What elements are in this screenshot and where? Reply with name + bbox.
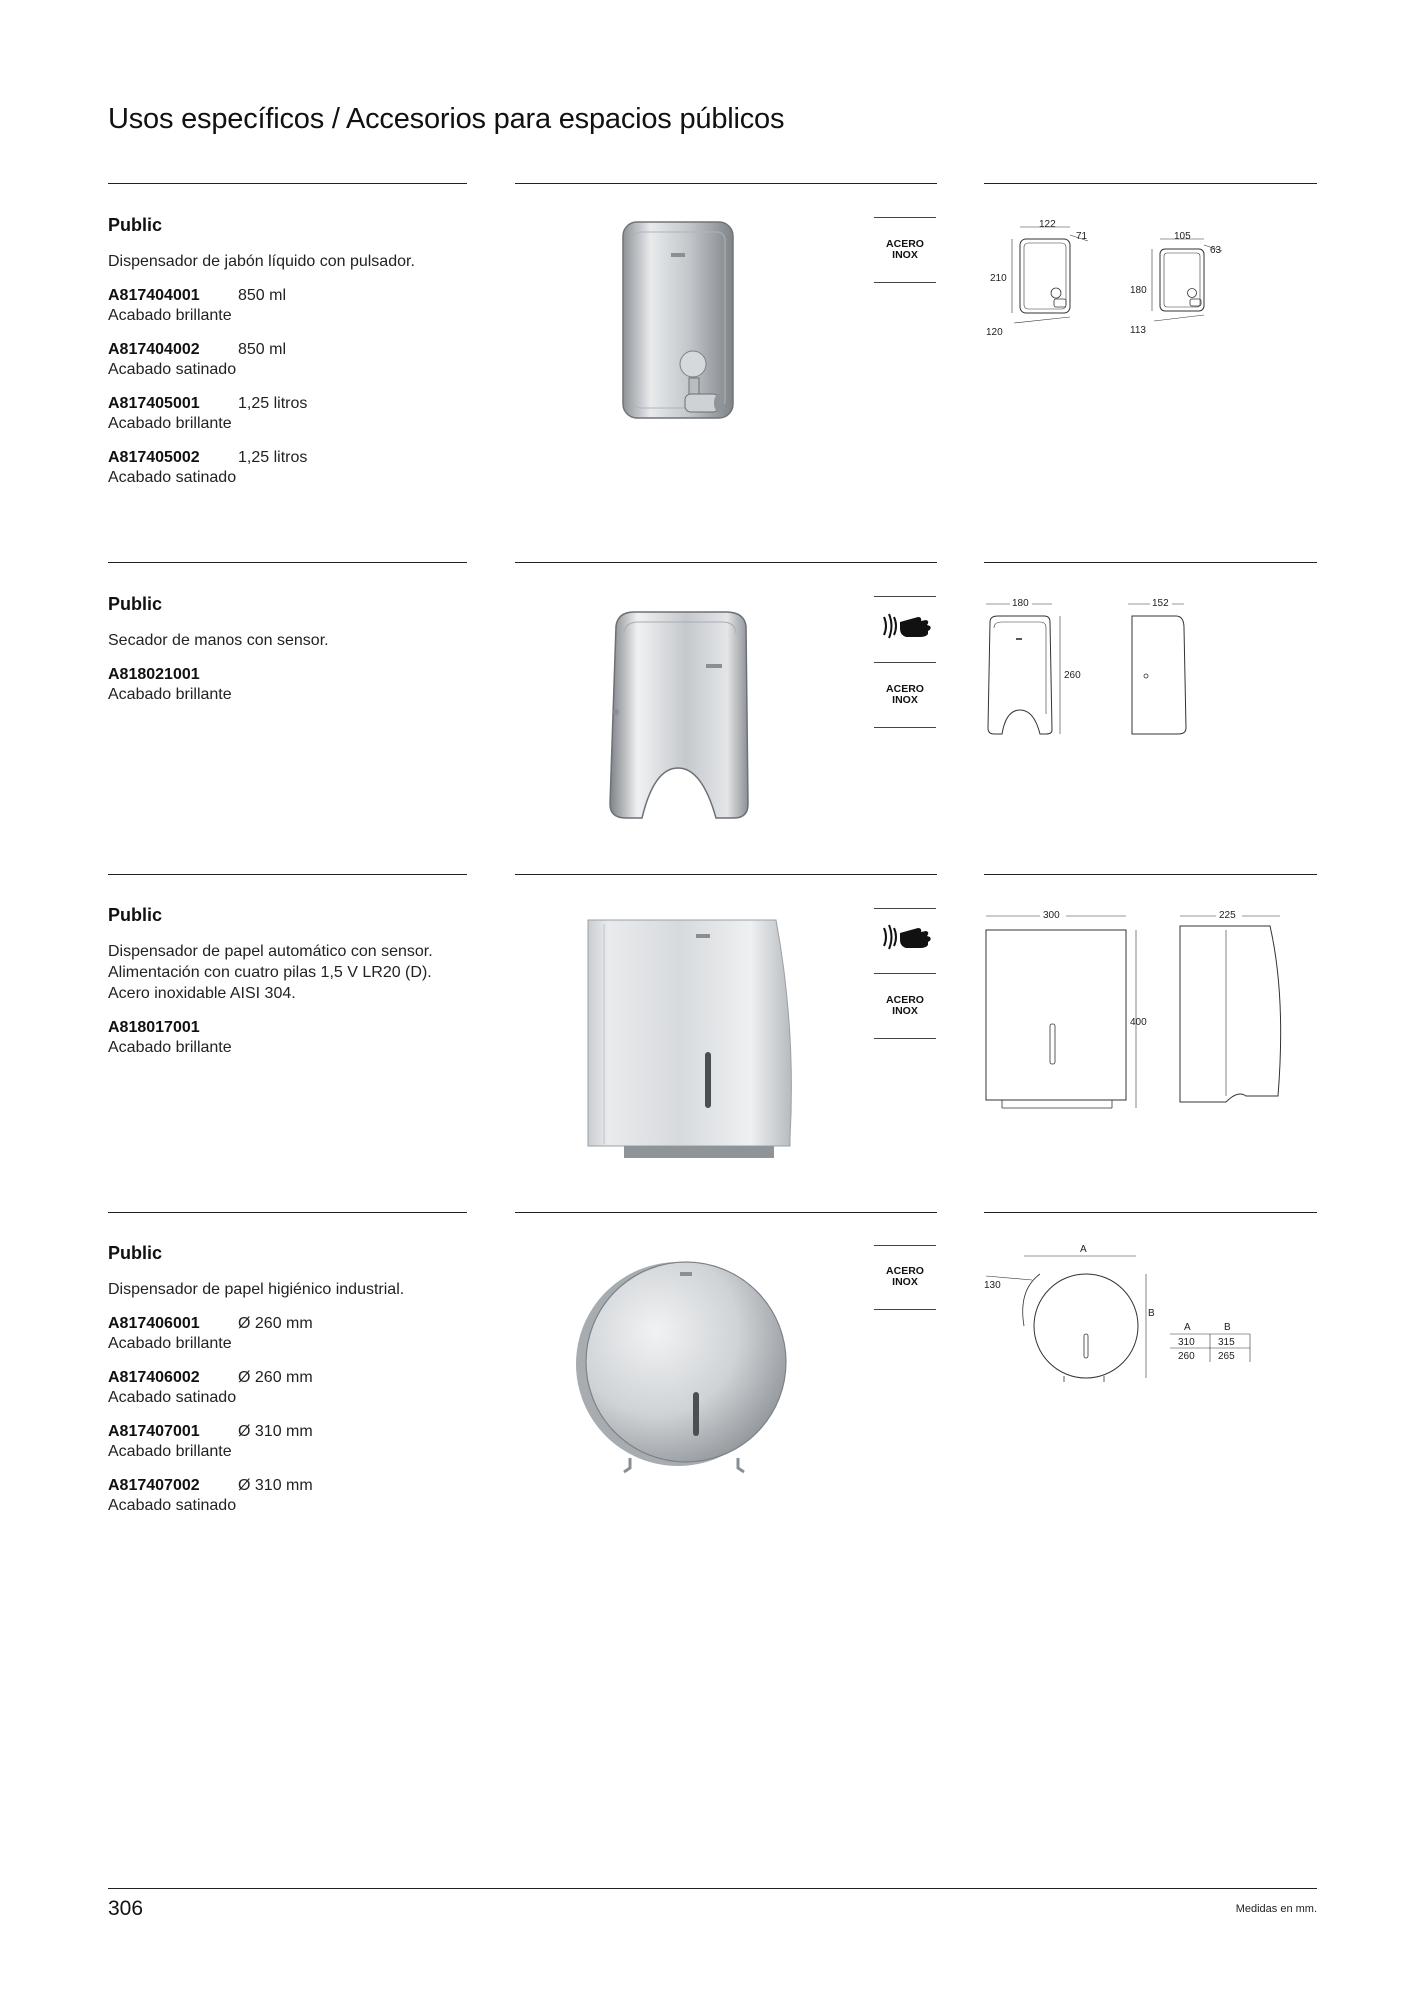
product-code: A818017001	[108, 1019, 200, 1036]
badge-rule	[874, 908, 936, 909]
variant-item	[108, 1476, 488, 1516]
table-cell: 265	[1218, 1351, 1235, 1362]
product-description: Dispensador de jabón líquido con pulsador.	[108, 253, 415, 270]
variant-item	[108, 1422, 488, 1462]
table-header: B	[1224, 1322, 1231, 1333]
table-header: A	[1184, 1322, 1191, 1333]
hand-dryer-drawing	[980, 594, 1220, 744]
dimension-label: 225	[1219, 910, 1236, 921]
table-cell: 310	[1178, 1337, 1195, 1348]
product-code: A817407002	[108, 1477, 200, 1494]
section-1-photo-rule	[515, 183, 937, 184]
section-3-drawing-rule	[984, 874, 1317, 875]
badge-rule	[874, 1245, 936, 1246]
product-size: Ø 260 mm	[238, 1369, 313, 1386]
product-size: Ø 310 mm	[238, 1477, 313, 1494]
section-1-text	[108, 215, 488, 502]
badge-line: ACERO	[886, 238, 924, 250]
variant-item	[108, 340, 488, 380]
dimension-label: 120	[986, 327, 1003, 338]
section-3-text-rule	[108, 874, 467, 875]
description-line: Dispensador de papel automático con sensor.	[108, 943, 433, 960]
acero-inox-icon	[874, 684, 936, 706]
page-title: Usos específicos / Accesorios para espacios públicos	[108, 103, 785, 135]
badge-line: INOX	[892, 249, 918, 261]
badge-line: ACERO	[886, 1265, 924, 1277]
badge-rule	[874, 282, 936, 283]
soap-dispenser-photo	[615, 218, 745, 430]
product-size: 850 ml	[238, 341, 287, 358]
brand-label: Public	[108, 1243, 163, 1263]
dimension-label: 210	[990, 273, 1007, 284]
brand-label: Public	[108, 594, 163, 614]
sensor-hand-icon	[874, 920, 936, 954]
product-finish: Acabado brillante	[108, 686, 232, 703]
paper-towel-dispenser-drawing	[980, 906, 1290, 1118]
section-1-drawing-rule	[984, 183, 1317, 184]
section-2-photo-rule	[515, 562, 937, 563]
description-line: Alimentación con cuatro pilas 1,5 V LR20 (D).	[108, 964, 432, 981]
badge-rule	[874, 727, 936, 728]
sensor-hand-icon	[874, 609, 936, 643]
badge-rule	[874, 1309, 936, 1310]
acero-inox-icon	[874, 1266, 936, 1288]
dimension-label: 180	[1012, 598, 1029, 609]
footer-rule	[108, 1888, 1317, 1889]
section-4-drawing-rule	[984, 1212, 1317, 1213]
dimension-label: 113	[1130, 325, 1146, 336]
product-description	[108, 941, 488, 1004]
table-cell: 260	[1178, 1351, 1195, 1362]
table-cell: 315	[1218, 1337, 1235, 1348]
soap-dispenser-drawing	[984, 213, 1244, 343]
section-2-text	[108, 594, 488, 719]
product-finish: Acabado brillante	[108, 1335, 232, 1352]
section-4-text-rule	[108, 1212, 467, 1213]
variant-item	[108, 665, 488, 705]
dimension-label: 180	[1130, 285, 1147, 296]
section-3-photo-rule	[515, 874, 937, 875]
variant-item	[108, 286, 488, 326]
brand-label: Public	[108, 215, 163, 235]
variant-item	[108, 1368, 488, 1408]
description-line: Acero inoxidable AISI 304.	[108, 985, 296, 1002]
product-finish: Acabado satinado	[108, 469, 237, 486]
section-2-drawing-rule	[984, 562, 1317, 563]
product-finish: Acabado brillante	[108, 1039, 232, 1056]
table-header: B	[1148, 1308, 1155, 1319]
product-finish: Acabado brillante	[108, 1443, 232, 1460]
badge-rule	[874, 973, 936, 974]
product-code: A817406001	[108, 1315, 200, 1332]
section-4-text	[108, 1243, 488, 1530]
variant-item	[108, 448, 488, 488]
badge-line: INOX	[892, 1005, 918, 1017]
product-code: A817405001	[108, 395, 200, 412]
dimension-label: 260	[1064, 670, 1081, 681]
paper-towel-dispenser-photo	[584, 918, 798, 1164]
acero-inox-icon	[874, 239, 936, 261]
product-code: A817404002	[108, 341, 200, 358]
section-2-text-rule	[108, 562, 467, 563]
toilet-paper-dispenser-drawing	[980, 1240, 1260, 1390]
hand-dryer-photo	[598, 608, 758, 824]
acero-inox-icon	[874, 995, 936, 1017]
product-finish: Acabado satinado	[108, 361, 237, 378]
product-size: 850 ml	[238, 287, 287, 304]
badge-line: ACERO	[886, 683, 924, 695]
dimension-label: 152	[1152, 598, 1169, 609]
product-code: A818021001	[108, 666, 200, 683]
dimension-label: 400	[1130, 1017, 1147, 1028]
dimension-label: 63	[1210, 245, 1222, 256]
product-code: A817407001	[108, 1423, 200, 1440]
product-code: A817405002	[108, 449, 200, 466]
product-code: A817406002	[108, 1369, 200, 1386]
dimension-label: 122	[1039, 219, 1056, 230]
brand-label: Public	[108, 905, 163, 925]
toilet-paper-dispenser-photo	[568, 1250, 798, 1484]
badge-rule	[874, 662, 936, 663]
product-description: Secador de manos con sensor.	[108, 632, 329, 649]
badge-rule	[874, 217, 936, 218]
section-4-photo-rule	[515, 1212, 937, 1213]
badge-rule	[874, 1038, 936, 1039]
product-finish: Acabado brillante	[108, 415, 232, 432]
dimension-label: 300	[1043, 910, 1060, 921]
variant-item	[108, 1314, 488, 1354]
units-footnote: Medidas en mm.	[1235, 1903, 1317, 1915]
section-3-text	[108, 905, 488, 1072]
product-finish: Acabado satinado	[108, 1389, 237, 1406]
section-1-text-rule	[108, 183, 467, 184]
product-size: 1,25 litros	[238, 395, 308, 412]
product-finish: Acabado satinado	[108, 1497, 237, 1514]
product-finish: Acabado brillante	[108, 307, 232, 324]
product-size: 1,25 litros	[238, 449, 308, 466]
product-size: Ø 260 mm	[238, 1315, 313, 1332]
product-code: A817404001	[108, 287, 200, 304]
product-description: Dispensador de papel higiénico industrial.	[108, 1281, 405, 1298]
page-number: 306	[108, 1897, 144, 1920]
product-size: Ø 310 mm	[238, 1423, 313, 1440]
dimension-label: 71	[1076, 231, 1088, 242]
badge-line: INOX	[892, 694, 918, 706]
table-header: A	[1080, 1244, 1087, 1255]
dimension-label: 130	[984, 1280, 1001, 1291]
variant-item	[108, 394, 488, 434]
dimension-label: 105	[1174, 231, 1191, 242]
badge-line: ACERO	[886, 994, 924, 1006]
badge-rule	[874, 596, 936, 597]
badge-line: INOX	[892, 1276, 918, 1288]
variant-item	[108, 1018, 488, 1058]
